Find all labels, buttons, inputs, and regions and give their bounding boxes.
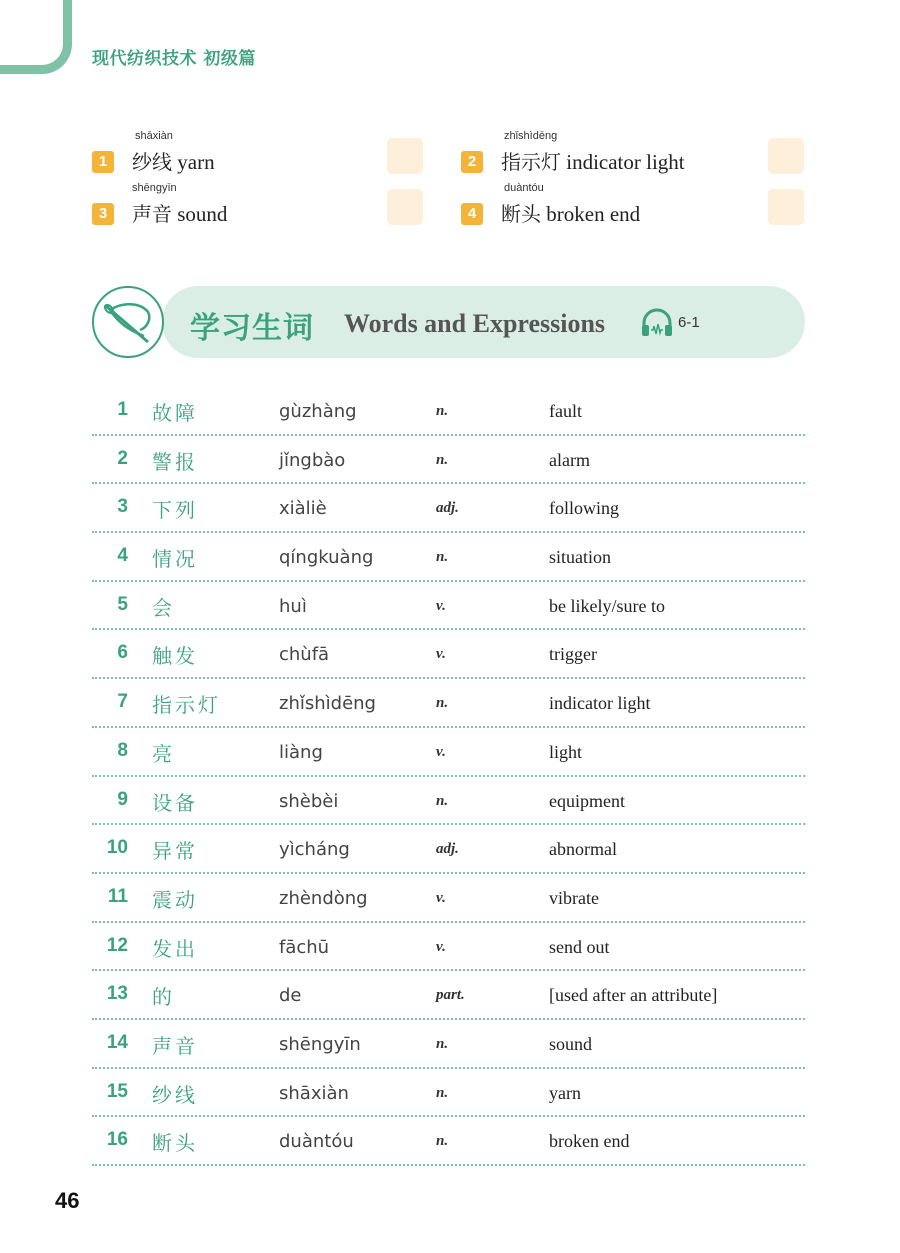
vocab-number: 1 xyxy=(117,399,128,420)
vocab-row xyxy=(92,582,805,631)
vocab-row xyxy=(92,777,805,826)
book-title: 现代纺织技术 初级篇 xyxy=(92,49,256,69)
vocab-part-of-speech: adj. xyxy=(436,500,459,517)
answer-box-1[interactable] xyxy=(387,138,423,174)
vocab-word: 情况 xyxy=(152,547,198,572)
match-number-badge: 3 xyxy=(92,203,114,225)
match-number-badge: 4 xyxy=(461,203,483,225)
vocab-part-of-speech: v. xyxy=(436,646,446,663)
section-title-zh: 学习生词 xyxy=(190,311,314,346)
vocab-row xyxy=(92,533,805,582)
vocab-meaning: equipment xyxy=(549,790,625,811)
vocab-row xyxy=(92,1069,805,1118)
match-english: yarn xyxy=(177,150,215,174)
vocab-row xyxy=(92,679,805,728)
vocab-number: 4 xyxy=(117,545,128,567)
vocab-part-of-speech: v. xyxy=(436,597,446,614)
vocab-meaning: trigger xyxy=(549,644,597,665)
match-number-badge: 2 xyxy=(461,151,483,173)
page-number: 46 xyxy=(55,1188,80,1213)
answer-box-2[interactable] xyxy=(768,138,804,174)
vocab-meaning: sound xyxy=(549,1033,593,1054)
vocab-part-of-speech: v. xyxy=(436,743,446,760)
match-pinyin: zhǐshìdēng xyxy=(504,130,558,142)
vocab-pinyin: shèbèi xyxy=(279,790,339,812)
vocab-number: 5 xyxy=(117,593,128,615)
match-term xyxy=(501,146,685,175)
vocab-row xyxy=(92,825,805,874)
vocab-part-of-speech: n. xyxy=(436,1084,449,1101)
vocab-pinyin: de xyxy=(279,985,302,1007)
vocab-word: 声音 xyxy=(152,1033,198,1058)
match-chinese: 声音 xyxy=(132,202,172,226)
audio-track-number: 6-1 xyxy=(678,314,700,331)
answer-box-4[interactable] xyxy=(768,189,804,225)
headphones-icon[interactable] xyxy=(640,308,674,338)
vocab-meaning: situation xyxy=(549,547,611,568)
vocab-pinyin: huì xyxy=(279,595,307,617)
match-item-4 xyxy=(461,182,761,228)
vocab-pinyin: fāchū xyxy=(279,936,330,958)
vocab-number: 9 xyxy=(117,788,128,810)
vocab-number: 3 xyxy=(117,496,128,518)
answer-box-3[interactable] xyxy=(387,189,423,225)
vocab-pinyin: shēngyīn xyxy=(279,1033,361,1055)
match-term xyxy=(132,198,227,227)
vocab-row xyxy=(92,630,805,679)
vocab-pinyin: gùzhàng xyxy=(279,401,357,422)
vocab-number: 8 xyxy=(117,739,128,761)
vocab-meaning: alarm xyxy=(549,449,590,470)
vocab-part-of-speech: v. xyxy=(436,938,446,955)
vocab-word: 警报 xyxy=(152,449,198,474)
match-term xyxy=(132,146,215,175)
vocab-word: 指示灯 xyxy=(152,693,221,718)
vocab-word: 的 xyxy=(152,985,175,1010)
vocab-number: 13 xyxy=(106,983,128,1005)
match-pinyin: shēngyīn xyxy=(132,182,177,194)
vocab-meaning: vibrate xyxy=(549,887,599,908)
vocab-pinyin: xiàliè xyxy=(279,498,327,520)
match-pinyin: shāxiàn xyxy=(135,130,173,142)
vocab-number: 12 xyxy=(106,934,128,956)
vocab-meaning: send out xyxy=(549,936,610,957)
vocab-word: 亮 xyxy=(152,741,175,766)
vocab-part-of-speech: n. xyxy=(436,695,449,712)
match-item-2 xyxy=(461,130,761,176)
vocab-number: 15 xyxy=(106,1080,128,1102)
vocab-number: 10 xyxy=(106,837,128,859)
vocab-meaning: indicator light xyxy=(549,693,651,714)
section-title-en: Words and Expressions xyxy=(344,309,606,338)
vocab-word: 断头 xyxy=(152,1131,198,1156)
vocab-row xyxy=(92,971,805,1020)
vocab-word: 异常 xyxy=(152,839,198,864)
vocab-part-of-speech: n. xyxy=(436,549,449,566)
vocab-meaning: light xyxy=(549,741,583,762)
vocab-part-of-speech: n. xyxy=(436,403,449,419)
vocab-meaning: broken end xyxy=(549,1131,630,1152)
vocab-pinyin: yìcháng xyxy=(279,839,350,861)
vocab-word: 触发 xyxy=(152,644,198,669)
vocab-number: 11 xyxy=(107,885,128,907)
vocab-word: 下列 xyxy=(152,498,198,523)
vocab-row xyxy=(92,1117,805,1166)
vocab-meaning: [used after an attribute] xyxy=(549,985,718,1006)
vocab-pinyin: zhǐshìdēng xyxy=(279,693,376,715)
match-pinyin: duàntóu xyxy=(504,182,544,194)
vocab-meaning: abnormal xyxy=(549,839,617,860)
vocab-word: 设备 xyxy=(152,790,198,815)
vocab-word: 会 xyxy=(152,595,175,620)
vocab-pinyin: shāxiàn xyxy=(279,1082,349,1104)
vocab-part-of-speech: part. xyxy=(436,987,465,1004)
match-item-3 xyxy=(92,182,392,228)
vocab-part-of-speech: n. xyxy=(436,1133,449,1150)
vocab-row xyxy=(92,1020,805,1069)
vocab-part-of-speech: n. xyxy=(436,1035,449,1052)
match-chinese: 断头 xyxy=(501,202,541,226)
vocab-pinyin: liàng xyxy=(279,741,323,763)
vocab-pinyin: zhèndòng xyxy=(279,887,368,909)
vocab-word: 震动 xyxy=(152,887,198,912)
vocab-word: 发出 xyxy=(152,936,198,961)
vocab-row xyxy=(92,923,805,972)
match-item-1 xyxy=(92,130,392,176)
vocab-pinyin: duàntóu xyxy=(279,1131,354,1153)
vocab-part-of-speech: n. xyxy=(436,792,449,809)
vocab-number: 14 xyxy=(106,1031,128,1053)
vocab-row xyxy=(92,728,805,777)
vocab-pinyin: chùfā xyxy=(279,644,330,666)
vocab-pinyin: qíngkuàng xyxy=(279,547,374,569)
match-english: indicator light xyxy=(566,150,685,174)
vocab-meaning: following xyxy=(549,498,619,519)
vocab-meaning: be likely/sure to xyxy=(549,595,665,616)
vocab-meaning: fault xyxy=(549,401,582,421)
match-term xyxy=(501,198,640,227)
match-number-badge: 1 xyxy=(92,151,114,173)
vocab-word: 故障 xyxy=(152,401,198,425)
vocabulary-list xyxy=(92,387,805,1166)
vocab-part-of-speech: n. xyxy=(436,451,449,468)
match-chinese: 纱线 xyxy=(132,150,172,174)
vocab-word: 纱线 xyxy=(152,1082,198,1107)
vocab-number: 6 xyxy=(117,642,128,664)
vocab-row xyxy=(92,436,805,485)
match-chinese: 指示灯 xyxy=(501,150,561,174)
match-english: sound xyxy=(177,202,228,226)
vocab-number: 7 xyxy=(117,691,128,713)
vocab-part-of-speech: adj. xyxy=(436,841,459,858)
vocab-pinyin: jǐngbào xyxy=(279,449,346,471)
vocab-row xyxy=(92,484,805,533)
vocab-row xyxy=(92,387,805,436)
vocab-part-of-speech: v. xyxy=(436,889,446,906)
vocab-number: 16 xyxy=(106,1129,128,1151)
corner-tab-decoration xyxy=(0,0,72,74)
match-english: broken end xyxy=(546,202,641,226)
vocab-number: 2 xyxy=(117,447,128,469)
vocab-meaning: yarn xyxy=(549,1082,581,1103)
vocab-row xyxy=(92,874,805,923)
needle-thread-icon xyxy=(92,286,164,358)
